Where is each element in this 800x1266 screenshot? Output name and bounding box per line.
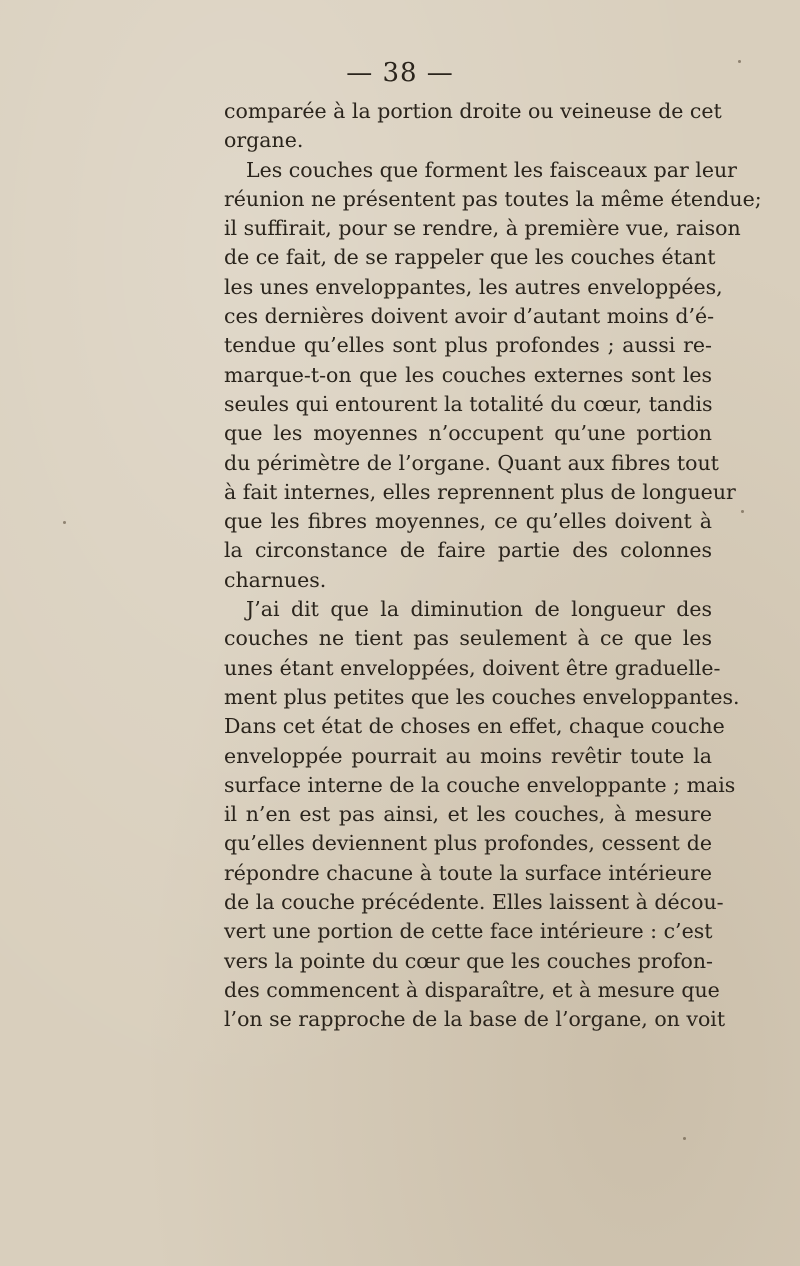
paper-speck (741, 510, 744, 513)
paper-speck (683, 1137, 686, 1140)
text-line: comparée à la portion droite ou veineuse de cet (224, 99, 722, 123)
text-line: ces dernières doivent avoir d’autant moins d’é- (224, 304, 715, 329)
text-line: ment plus petites que les couches enveloppantes. (224, 684, 740, 709)
text-line: répondre chacune à toute la surface intérieure (224, 860, 712, 885)
text-line: seules qui entourent la totalité du cœur, tandis (224, 391, 713, 416)
body-text (224, 97, 762, 1035)
text-line: organe. (224, 128, 304, 153)
text-line: Dans cet état de choses en effet, chaque couche (224, 714, 725, 739)
text-line: enveloppée pourrait au moins revêtir toute la (224, 743, 712, 768)
text-line: vert une portion de cette face intérieure : c’est (224, 919, 713, 944)
text-line: tendue qu’elles sont plus profondes ; aussi re- (224, 333, 712, 358)
text-line: de la couche précédente. Elles laissent à décou- (224, 890, 724, 915)
paper-speck (63, 521, 66, 524)
text-line: l’on se rapproche de la base de l’organe, on voit (224, 1007, 726, 1032)
text-line: des commencent à disparaître, et à mesure que (224, 977, 720, 1002)
text-line: vers la pointe du cœur que les couches profon- (224, 948, 713, 973)
text-line: que les fibres moyennes, ce qu’elles doivent à (224, 509, 712, 534)
text-line: de ce fait, de se rappeler que les couches étant (224, 245, 716, 270)
text-line: charnues. (224, 567, 327, 592)
text-line: que les moyennes n’occupent qu’une portion (224, 421, 712, 446)
text-line: unes étant enveloppées, doivent être graduelle- (224, 655, 721, 680)
text-line: qu’elles deviennent plus profondes, cessent de (224, 831, 712, 856)
text-line: surface interne de la couche enveloppante ; mais (224, 772, 736, 797)
text-line: à fait internes, elles reprennent plus de longueur (224, 479, 736, 504)
text-line: du périmètre de l’organe. Quant aux fibres tout (224, 450, 719, 475)
text-line: marque-t-on que les couches externes sont les (224, 362, 712, 387)
text-line: il n’en est pas ainsi, et les couches, à mesure (224, 802, 712, 827)
page-number: — 38 — (346, 58, 454, 88)
text-line: il suffirait, pour se rendre, à première vue, raison (224, 216, 741, 241)
text-line: réunion ne présentent pas toutes la même étendue; (224, 186, 762, 211)
paper-speck (738, 60, 741, 63)
text-line: couches ne tient pas seulement à ce que les (224, 626, 712, 651)
text-line: J’ai dit que la diminution de longueur des (246, 597, 712, 622)
text-line: les unes enveloppantes, les autres enveloppées, (224, 274, 723, 299)
text-line: Les couches que forment les faisceaux par leur (246, 157, 737, 182)
text-line: la circonstance de faire partie des colonnes (224, 538, 712, 563)
